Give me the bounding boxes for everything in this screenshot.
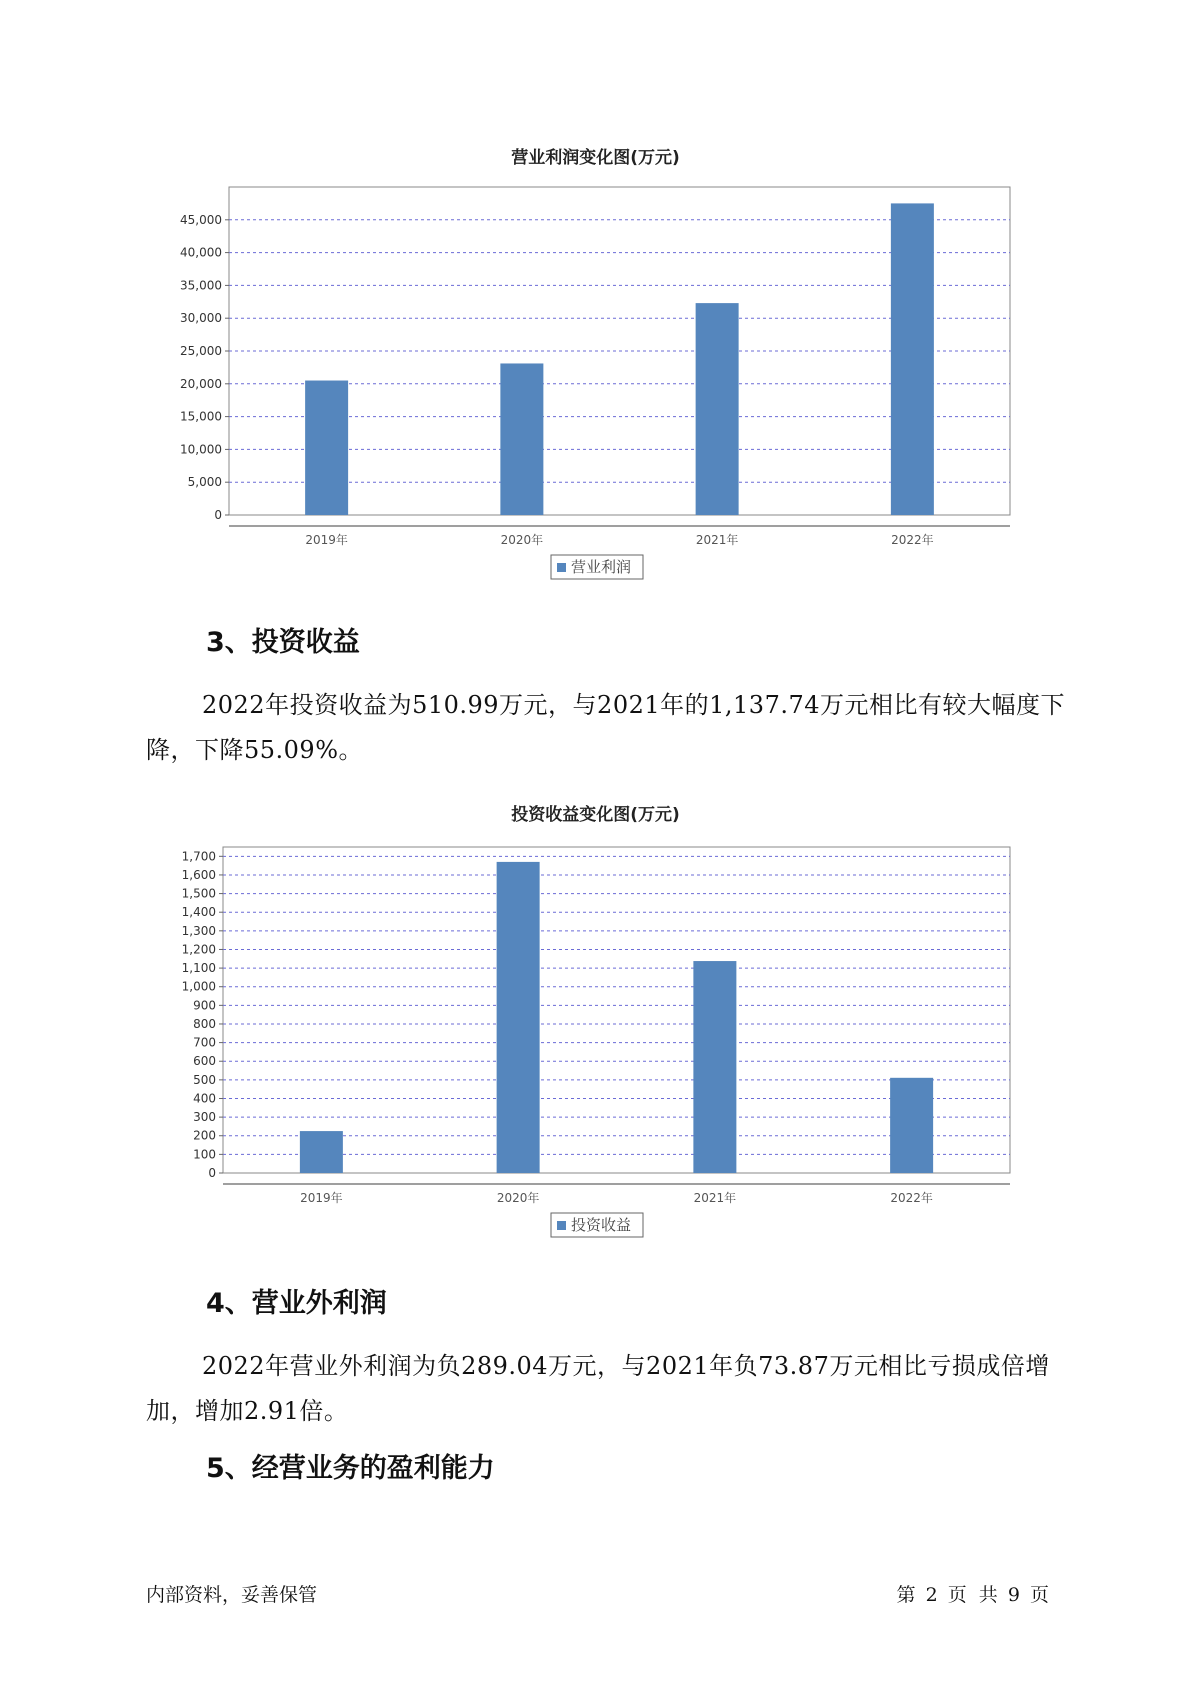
- y-tick-label: 600: [193, 1054, 216, 1069]
- bar-2022年: [891, 203, 934, 515]
- section-heading-investment-income: 3、投资收益: [206, 627, 360, 658]
- y-tick-label: 1,600: [181, 867, 216, 882]
- y-tick-label: 1,100: [181, 961, 216, 976]
- y-tick-label: 500: [193, 1072, 216, 1087]
- y-tick-label: 20,000: [180, 376, 222, 391]
- x-tick-label: 2022年: [891, 533, 934, 547]
- bar-2021年: [693, 961, 736, 1173]
- operating-profit-chart: [0, 165, 1191, 585]
- y-tick-label: 200: [193, 1128, 216, 1143]
- x-tick-label: 2022年: [890, 1191, 933, 1205]
- bar-2021年: [696, 303, 739, 515]
- y-tick-label: 35,000: [180, 278, 222, 293]
- y-tick-label: 700: [193, 1035, 216, 1050]
- bar-2019年: [305, 381, 348, 515]
- footer-page-number: [895, 1580, 1052, 1607]
- section-heading-operating-profitability: 5、经营业务的盈利能力: [206, 1453, 495, 1484]
- y-tick-label: 45,000: [180, 212, 222, 227]
- y-tick-label: 1,400: [181, 905, 216, 920]
- x-tick-label: 2021年: [695, 533, 739, 547]
- legend-label: 营业利润: [571, 558, 632, 576]
- bar-2020年: [497, 862, 540, 1173]
- y-tick-label: 1,300: [181, 923, 216, 938]
- x-tick-label: 2021年: [693, 1191, 737, 1205]
- y-tick-label: 400: [193, 1091, 216, 1106]
- y-tick-label: 15,000: [180, 409, 222, 424]
- y-tick-label: 0: [214, 508, 222, 522]
- investment-income-chart: [0, 822, 1191, 1242]
- page-total: 9: [1007, 1584, 1020, 1606]
- bar-2019年: [300, 1131, 343, 1173]
- y-tick-label: 900: [193, 998, 216, 1013]
- x-tick-label: 2020年: [496, 1191, 540, 1205]
- y-tick-label: 10,000: [180, 442, 222, 457]
- legend-label: 投资收益: [571, 1216, 632, 1234]
- y-tick-label: 300: [193, 1110, 216, 1125]
- y-tick-label: 100: [193, 1147, 216, 1162]
- chart-title-investment-income: 投资收益变化图(万元): [511, 805, 680, 825]
- section-heading-non-operating-profit: 4、营业外利润: [206, 1288, 387, 1319]
- y-tick-label: 30,000: [180, 311, 222, 326]
- chart-title-operating-profit: 营业利润变化图(万元): [511, 148, 680, 168]
- y-tick-label: 1,200: [181, 942, 216, 957]
- legend-swatch: [557, 563, 566, 572]
- legend-swatch: [557, 1221, 566, 1230]
- paragraph-investment-income: 2022年投资收益为510.99万元，与2021年的1,137.74万元相比有较大幅度下降，下降55.09%。: [146, 691, 1066, 764]
- page-suffix: 页: [1029, 1584, 1049, 1606]
- x-tick-label: 2019年: [305, 533, 348, 547]
- x-tick-label: 2019年: [300, 1191, 343, 1205]
- y-tick-label: 1,700: [181, 849, 216, 864]
- y-tick-label: 40,000: [180, 245, 222, 260]
- x-tick-label: 2020年: [500, 533, 544, 547]
- page-current: 2: [925, 1584, 938, 1606]
- footer-confidential-note: 内部资料，妥善保管: [146, 1584, 318, 1606]
- page-prefix: 第: [896, 1584, 916, 1606]
- y-tick-label: 25,000: [180, 344, 222, 358]
- y-tick-label: 800: [193, 1016, 216, 1031]
- bar-2022年: [890, 1078, 933, 1173]
- y-tick-label: 0: [208, 1166, 216, 1180]
- page-mid: 页 共: [947, 1584, 998, 1606]
- paragraph-non-operating-profit: 2022年营业外利润为负289.04万元，与2021年负73.87万元相比亏损成倍增加，增加2.91倍。: [146, 1352, 1050, 1425]
- y-tick-label: 1,500: [181, 886, 216, 901]
- bar-2020年: [500, 363, 543, 515]
- y-tick-label: 1,000: [181, 979, 216, 994]
- y-tick-label: 5,000: [187, 475, 222, 490]
